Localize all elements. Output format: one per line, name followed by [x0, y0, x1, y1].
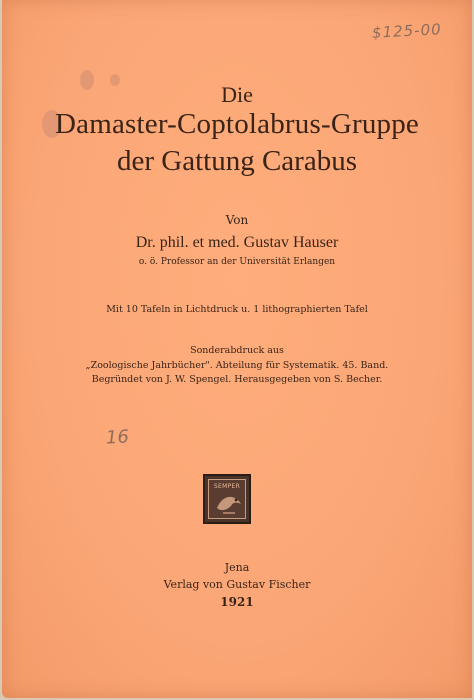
publisher-emblem-icon: [203, 474, 251, 524]
publisher-city: Jena: [224, 561, 250, 574]
author-position: o. ö. Professor an der Universität Erlangen: [138, 257, 336, 267]
offprint-line-3: Begründet von J. W. Spengel. Herausgegeben von S. Becher.: [91, 374, 383, 385]
book-cover: [2, 0, 472, 698]
title-line-2: Damaster-Coptolabrus-Gruppe: [55, 108, 419, 140]
shelf-note: 16: [105, 426, 130, 449]
offprint-line-2: „Zoologische Jahrbücher". Abteilung für Systematik. 45. Band.: [85, 360, 389, 371]
plates-note: Mit 10 Tafeln in Lichtdruck u. 1 lithographierten Tafel: [106, 304, 368, 315]
by-label: Von: [225, 213, 249, 227]
emblem-text: SEMPER: [213, 483, 241, 490]
offprint-line-1: Sonderabdruck aus: [190, 345, 284, 356]
price-note: $125-00: [371, 20, 443, 42]
title-line-1: Die: [221, 82, 253, 107]
emblem-frame: [208, 479, 246, 519]
publication-year: 1921: [220, 595, 254, 609]
publisher-name: Verlag von Gustav Fischer: [163, 578, 311, 591]
author-name: Dr. phil. et med. Gustav Hauser: [135, 234, 339, 251]
emblem-dolphin-icon: [209, 480, 249, 520]
title-line-3: der Gattung Carabus: [117, 145, 357, 177]
